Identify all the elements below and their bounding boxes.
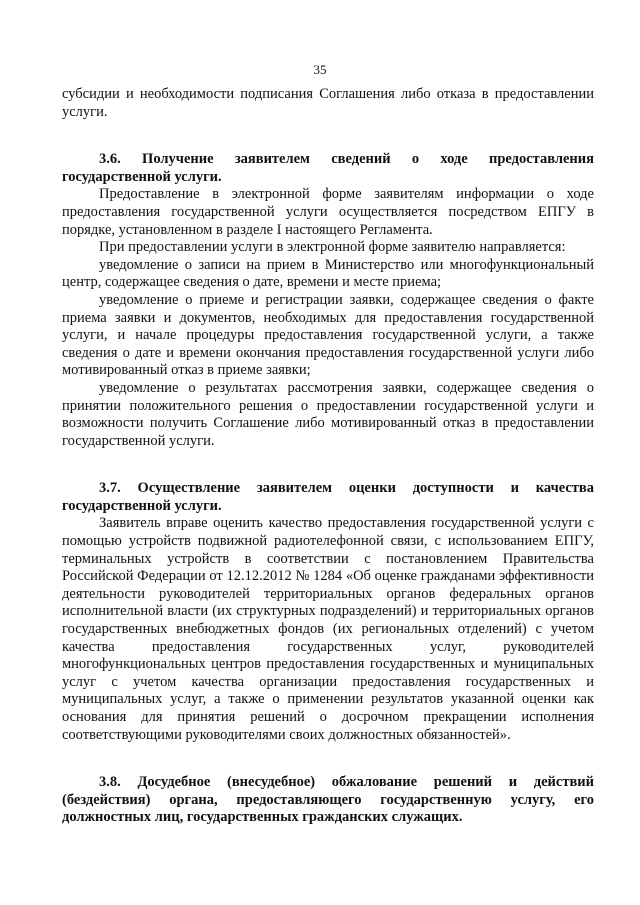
paragraph: Предоставление в электронной форме заявителям информации о ходе предоставления государственной услуги осуществляется посредством ЕПГУ в порядке, установленном в разделе I настоящего Регламента. <box>62 186 594 238</box>
section-heading-3-8: 3.8. Досудебное (внесудебное) обжалование решений и действий (бездействия) органа, предоставляющего государственную услугу, его должностных лиц, государственных гражданских служащих. <box>62 774 594 826</box>
list-item: уведомление о записи на прием в Министерство или многофункциональный центр, содержащее сведения о дате, времени и месте приема; <box>62 256 594 291</box>
list-item: уведомление о результатах рассмотрения заявки, содержащее сведения о принятии положительного решения о предоставлении государственной услуги и возможности получить Соглашение либо мотивированный отказ в предоставлении государственной услуги. <box>62 379 594 449</box>
paragraph-continuation: субсидии и необходимости подписания Соглашения либо отказа в предоставлении услуги. <box>62 86 594 120</box>
section-heading-3-7: 3.7. Осуществление заявителем оценки доступности и качества государственной услуги. <box>62 480 594 514</box>
page-number: 35 <box>313 62 327 77</box>
list-item: уведомление о приеме и регистрации заявки, содержащее сведения о факте приема заявки и документов, необходимых для предоставления государственной услуги, и начале процедуры предоставления государственной услуги, а также сведения о дате и времени окончания предоставления государственной услуги либо мотивированный отказ в приеме заявки; <box>62 291 594 379</box>
section-heading-3-6: 3.6. Получение заявителем сведений о ходе предоставления государственной услуги. <box>62 151 594 185</box>
paragraph: Заявитель вправе оценить качество предоставления государственной услуги с помощью устройств подвижной радиотелефонной связи, с использованием ЕПГУ, терминальных устройств в соответствии с постановлением Правительства Российской Федерации от 12.12.2012 № 1284 «Об оценке гражданами эффективности деятельности руководителей территориальных органов федеральных органов исполнительной власти (их структурных подразделений) и территориальных органов государственных внебюджетных фондов (их региональных отделений) с учетом качества предоставления государственных услуг, руководителей многофункциональных центров предоставления государственных и муниципальных услуг с учетом качества организации предоставления государственных и муниципальных услуг, а также о применении результатов указанной оценки как основания для принятия решений о досрочном прекращении исполнения соответствующими руководителями своих должностных обязанностей». <box>62 515 594 743</box>
paragraph: При предоставлении услуги в электронной форме заявителю направляется: <box>99 239 566 256</box>
document-body <box>62 86 594 827</box>
